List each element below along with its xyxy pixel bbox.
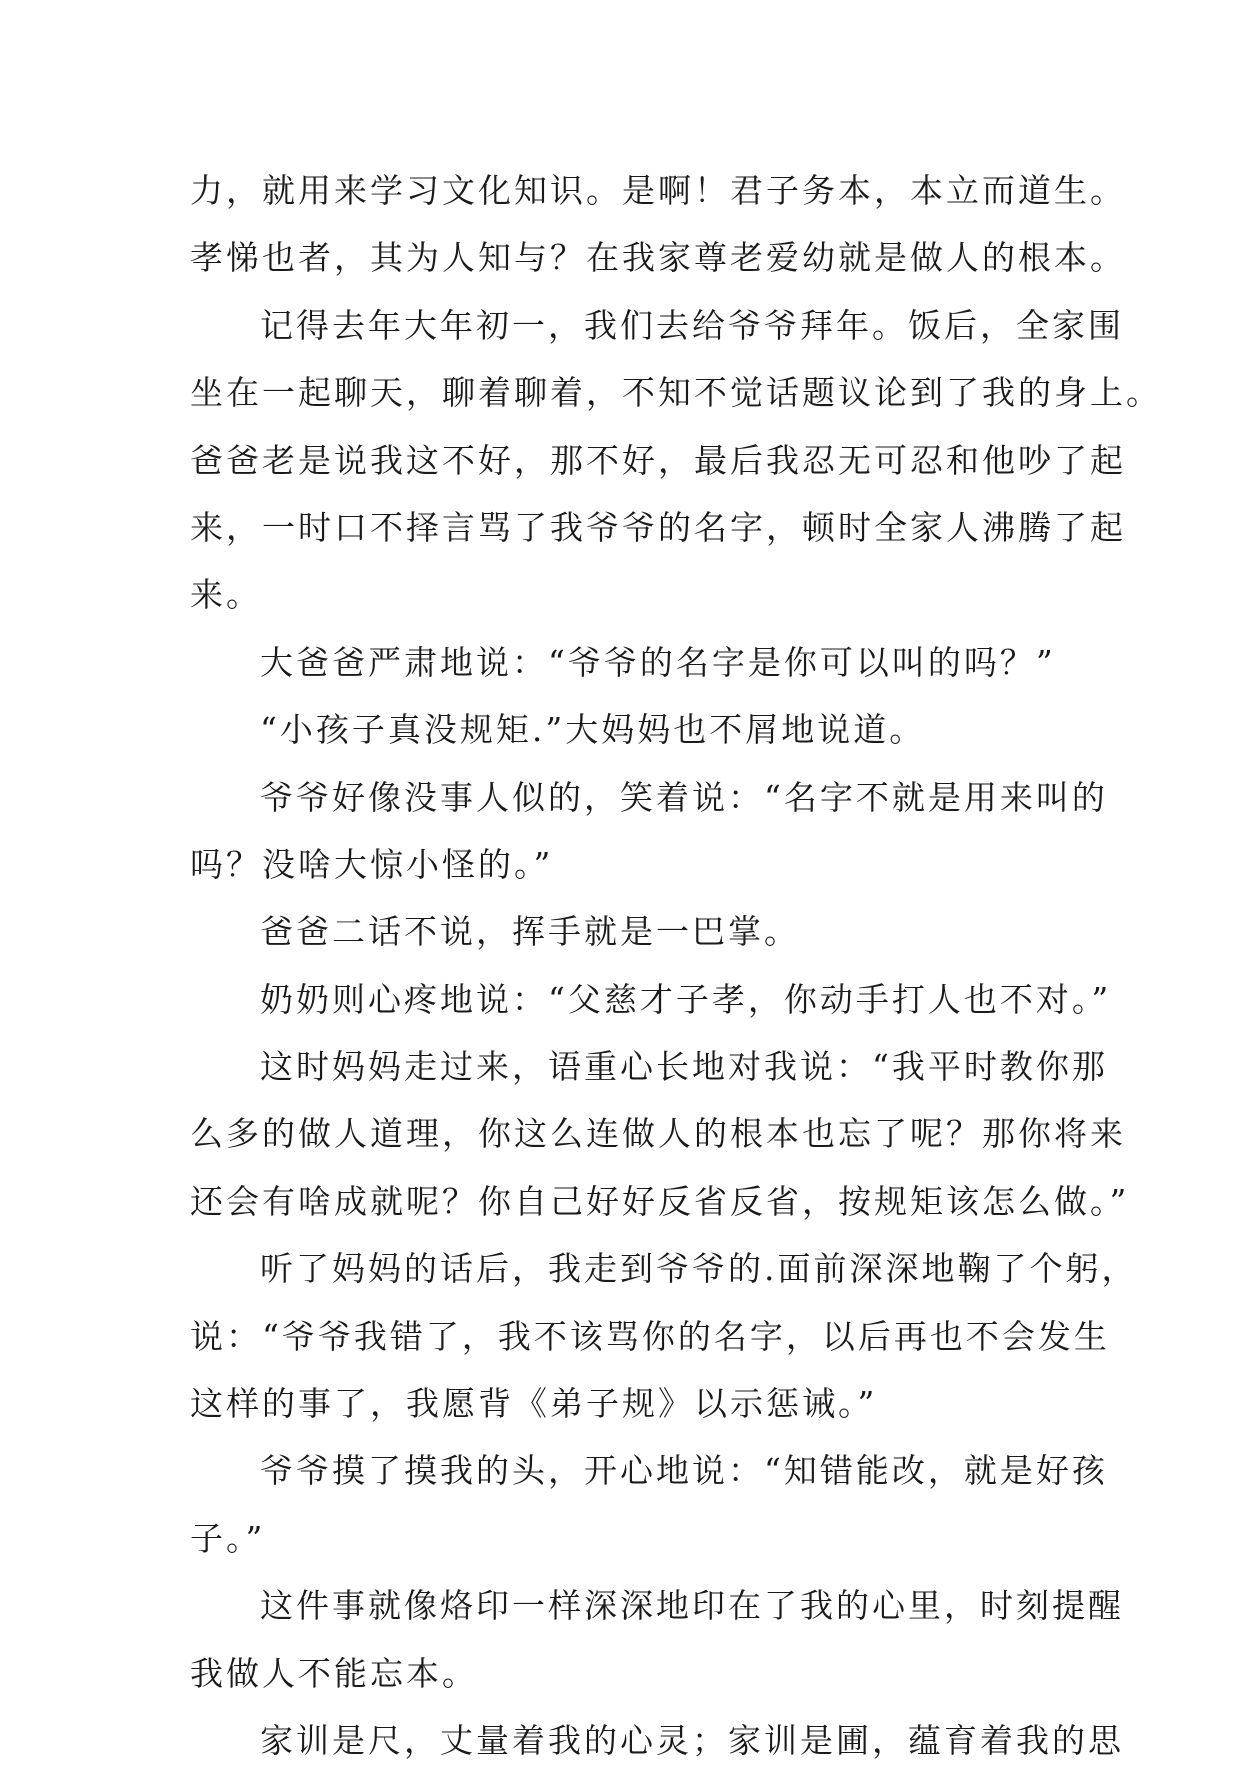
text-line: 来。 [190,575,262,615]
paragraph [190,157,1126,292]
text-line: 家训是尺，丈量着我的心灵；家训是圃，蕴育着我的思 [260,1720,1124,1760]
paragraph [190,966,1112,1033]
paragraph [190,629,1090,696]
text-line: “小孩子真没规矩.”大妈妈也不屑地说道。 [260,710,926,750]
text-line: 爷爷摸了摸我的头，开心地说：“知错能改，就是好孩 [260,1451,1108,1491]
text-line: 我做人不能忘本。 [190,1653,478,1693]
text-line: 来，一时口不择言骂了我爷爷的名字，顿时全家人沸腾了起 [190,507,1126,547]
text-line: 这件事就像烙印一样深深地印在了我的心里，时刻提醒 [260,1586,1124,1626]
text-line: 这时妈妈走过来，语重心长地对我说：“我平时教你那 [260,1047,1108,1087]
text-line: 爷爷好像没事人似的，笑着说：“名字不就是用来叫的 [260,777,1108,817]
text-line: 爸爸老是说我这不好，那不好，最后我忍无可忍和他吵了起 [190,440,1126,480]
text-line: 坐在一起聊天，聊着聊着，不知不觉话题议论到了我的身上。 [190,373,1162,413]
paragraph [190,1572,1124,1707]
text-line: 力，就用来学习文化知识。是啊！君子务本，本立而道生。 [190,171,1126,210]
document-body [190,157,1162,1774]
paragraph [190,696,1090,763]
text-line: 说：“爷爷我错了，我不该骂你的名字，以后再也不会发生 [190,1316,1110,1356]
paragraph [190,1235,1138,1437]
text-line: 奶奶则心疼地说：“父慈才子孝，你动手打人也不对。” [260,979,1112,1019]
text-line: 么多的做人道理，你这么连做人的根本也忘了呢？那你将来 [190,1114,1126,1154]
text-line: 记得去年大年初一，我们去给爷爷拜年。饭后，全家围 [260,305,1124,345]
text-line: 听了妈妈的话后，我走到爷爷的.面前深深地鞠了个躬， [260,1249,1138,1289]
text-line: 这样的事了，我愿背《弟子规》以示惩诫。” [190,1384,878,1424]
text-line: 孝悌也者，其为人知与？在我家尊老爱幼就是做人的根本。 [190,238,1126,278]
text-line: 还会有啥成就呢？你自己好好反省反省，按规矩该怎么做。” [190,1181,1130,1221]
paragraph [190,898,1090,965]
text-line: 爸爸二话不说，挥手就是一巴掌。 [260,912,800,952]
paragraph [190,764,1108,899]
text-line: 大爸爸严肃地说：“爷爷的名字是你可以叫的吗？” [260,642,1056,682]
text-line: 吗？没啥大惊小怪的。” [190,844,554,884]
paragraph [190,292,1162,629]
paragraph [190,1033,1130,1235]
text-line: 子。” [190,1518,266,1558]
paragraph [190,1707,1124,1774]
paragraph [190,1437,1108,1572]
